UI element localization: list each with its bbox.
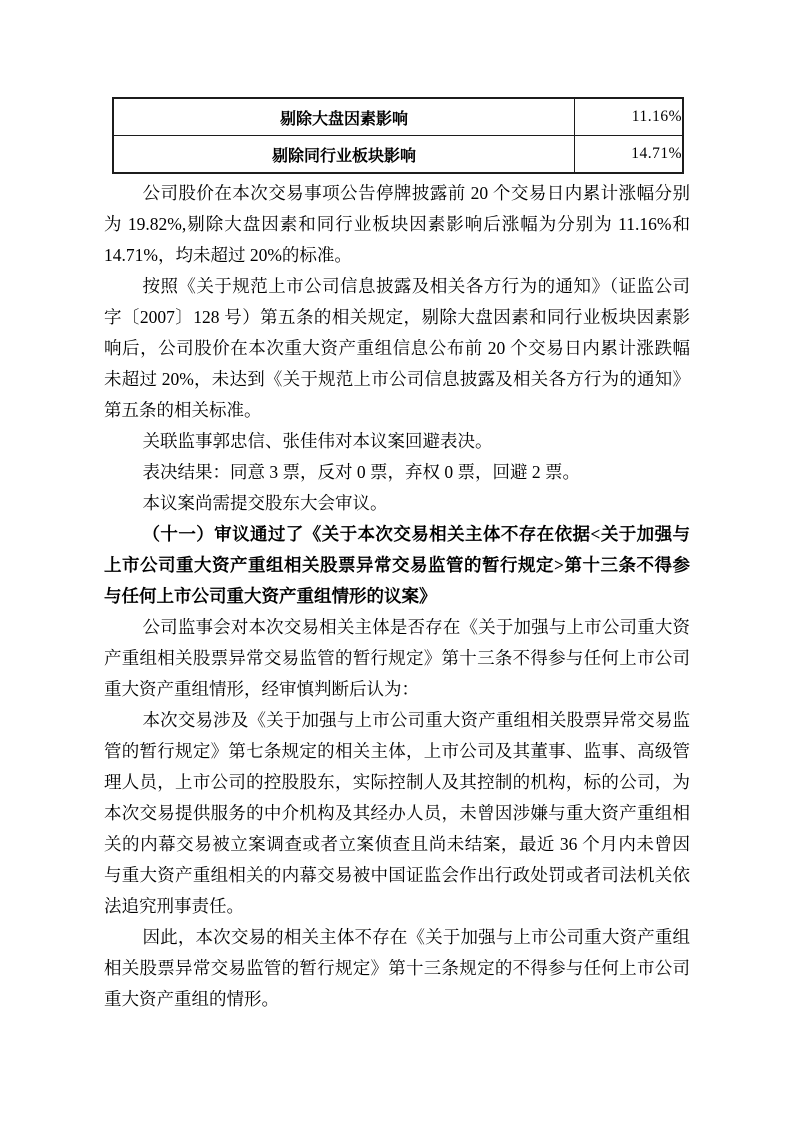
para-transaction-parties: 本次交易涉及《关于加强与上市公司重大资产重组相关股票异常交易监管的暂行规定》第七条规定的相关主体，上市公司及其董事、监事、高级管理人员，上市公司的控股股东，实际控制人及其控制的机构，标的公司，为本次交易提供服务的中介机构及其经办人员，未曾因涉嫌与重大资产重组相关的内幕交易被立案调查或者立案侦查且尚未结案，最近 36 个月内未曾因与重大资产重组相关的内幕交易被中国证监会作出行政处罚或者司法机关依法追究刑事责任。 (104, 710, 690, 916)
para-regulation-basis: 按照《关于规范上市公司信息披露及相关各方行为的通知》（证监公司字〔2007〕128 号）第五条的相关规定，剔除大盘因素和同行业板块因素影响后，公司股价在本次重大资产重组信息公布前 20 个交易日内累计涨跌幅未超过 20%，未达到《关于规范上市公司信息披露及相关各方行为的通知》第五条的相关标准。 (104, 276, 690, 420)
table-row (113, 98, 683, 136)
para-price-increase-summary: 公司股价在本次交易事项公告停牌披露前 20 个交易日内累计涨幅分别为 19.82%,剔除大盘因素和同行业板块因素影响后涨幅为分别为 11.16%和 14.71%，均未超过 20%的标准。 (104, 183, 690, 265)
para-related-supervisors-abstain: 关联监事郭忠信、张佳伟对本议案回避表决。 (142, 431, 493, 451)
heading-proposal-11: （十一）审议通过了《关于本次交易相关主体不存在依据<关于加强与上市公司重大资产重组相关股票异常交易监管的暂行规定>第十三条不得参与任何上市公司重大资产重组情形的议案》 (104, 524, 690, 606)
para-supervisory-board-review: 公司监事会对本次交易相关主体是否存在《关于加强与上市公司重大资产重组相关股票异常交易监管的暂行规定》第十三条不得参与任何上市公司重大资产重组情形，经审慎判断后认为： (104, 617, 690, 699)
impact-row-market-label: 剔除大盘因素影响 (113, 98, 575, 136)
para-submit-to-shareholders: 本议案尚需提交股东大会审议。 (142, 493, 388, 513)
impact-row-sector-value: 14.71% (575, 136, 684, 174)
impact-row-market-value: 11.16% (575, 98, 684, 136)
document-body (104, 178, 690, 1015)
price-impact-table (112, 97, 684, 174)
para-conclusion: 因此，本次交易的相关主体不存在《关于加强与上市公司重大资产重组相关股票异常交易监管的暂行规定》第十三条规定的不得参与任何上市公司重大资产重组的情形。 (104, 927, 690, 1009)
impact-row-sector-label: 剔除同行业板块影响 (113, 136, 575, 174)
para-vote-result: 表决结果：同意 3 票，反对 0 票，弃权 0 票，回避 2 票。 (142, 462, 580, 482)
table-row (113, 136, 683, 174)
